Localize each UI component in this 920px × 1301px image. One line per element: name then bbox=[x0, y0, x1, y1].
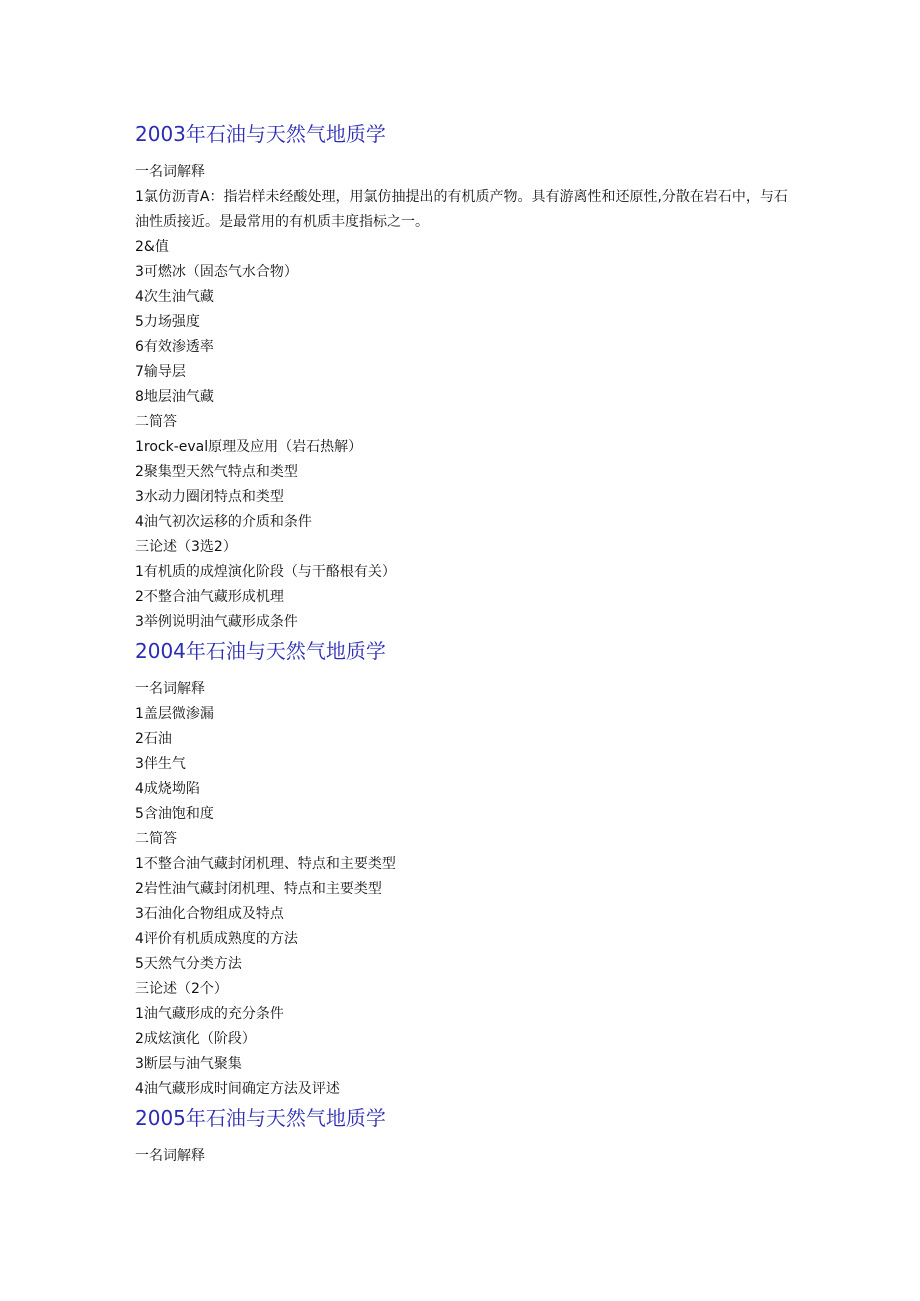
text-line: 2岩性油气藏封闭机理、特点和主要类型 bbox=[135, 881, 382, 897]
section-2004 bbox=[135, 635, 795, 1102]
text-line: 一名词解释 bbox=[135, 164, 205, 180]
text-line: 3水动力圈闭特点和类型 bbox=[135, 489, 284, 505]
text-line: 三论述（3选2） bbox=[135, 539, 237, 555]
text-line: 8地层油气藏 bbox=[135, 389, 214, 405]
text-line: 一名词解释 bbox=[135, 1148, 205, 1164]
text-line: 6有效渗透率 bbox=[135, 339, 214, 355]
text-line: 3举例说明油气藏形成条件 bbox=[135, 614, 298, 630]
section-2005 bbox=[135, 1102, 795, 1169]
text-line: 3伴生气 bbox=[135, 756, 186, 772]
text-line: 三论述（2个） bbox=[135, 981, 228, 997]
text-line: 7输导层 bbox=[135, 364, 186, 380]
text-line: 2&值 bbox=[135, 239, 169, 255]
text-line: 3断层与油气聚集 bbox=[135, 1056, 242, 1072]
text-line: 5力场强度 bbox=[135, 314, 200, 330]
text-line: 4次生油气藏 bbox=[135, 289, 214, 305]
text-line: 一名词解释 bbox=[135, 681, 205, 697]
section-2003 bbox=[135, 118, 795, 635]
text-line: 4油气藏形成时间确定方法及评述 bbox=[135, 1081, 340, 1097]
text-line: 4评价有机质成熟度的方法 bbox=[135, 931, 298, 947]
text-line: 1氯仿沥青A：指岩样未经酸处理，用氯仿抽提出的有机质产物。具有游离性和还原性,分散在岩石中，与石油性质接近。是最常用的有机质丰度指标之一。 bbox=[135, 189, 788, 230]
text-line: 2成炫演化（阶段） bbox=[135, 1031, 256, 1047]
text-line: 5天然气分类方法 bbox=[135, 956, 242, 972]
text-line: 4油气初次运移的介质和条件 bbox=[135, 514, 312, 530]
text-line: 1不整合油气藏封闭机理、特点和主要类型 bbox=[135, 856, 396, 872]
text-line: 1有机质的成煌演化阶段（与干酪根有关） bbox=[135, 564, 396, 580]
text-line: 4成烧坳陷 bbox=[135, 781, 200, 797]
section-heading: 2003年石油与天然气地质学 bbox=[135, 122, 386, 146]
text-line: 3可燃冰（固态气水合物） bbox=[135, 264, 298, 280]
text-line: 1rock-eval原理及应用（岩石热解） bbox=[135, 439, 363, 455]
text-line: 3石油化合物组成及特点 bbox=[135, 906, 284, 922]
text-line: 2石油 bbox=[135, 731, 172, 747]
text-line: 2聚集型天然气特点和类型 bbox=[135, 464, 298, 480]
text-line: 二简答 bbox=[135, 414, 177, 430]
text-line: 1盖层微渗漏 bbox=[135, 706, 214, 722]
document-page bbox=[135, 118, 795, 1169]
text-line: 二简答 bbox=[135, 831, 177, 847]
section-heading: 2005年石油与天然气地质学 bbox=[135, 1106, 386, 1130]
section-heading: 2004年石油与天然气地质学 bbox=[135, 639, 386, 663]
text-line: 2不整合油气藏形成机理 bbox=[135, 589, 284, 605]
text-line: 5含油饱和度 bbox=[135, 806, 214, 822]
text-line: 1油气藏形成的充分条件 bbox=[135, 1006, 284, 1022]
